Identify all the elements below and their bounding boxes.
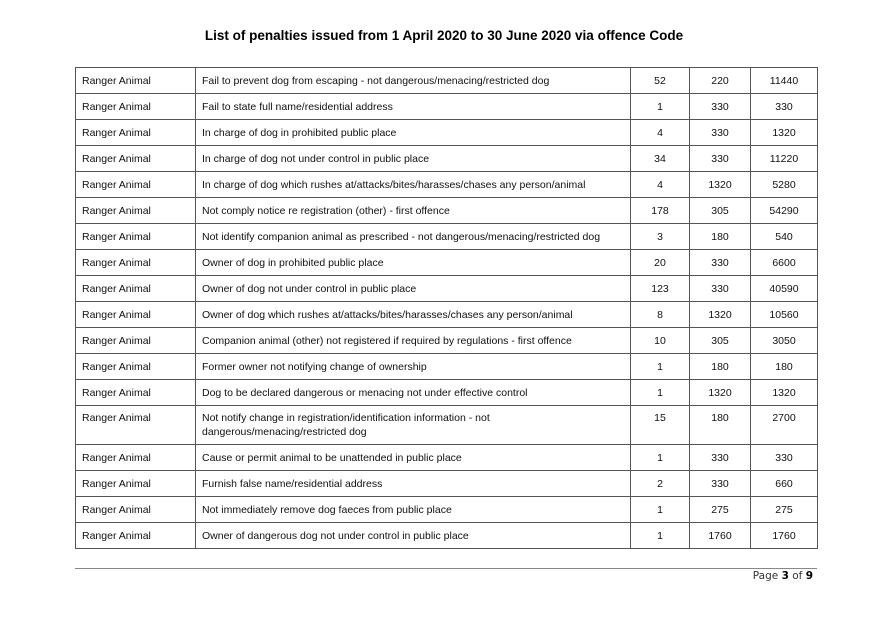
- count-cell: 1: [631, 497, 690, 523]
- total-amount-cell: 2700: [751, 406, 818, 445]
- offence-cell: Dog to be declared dangerous or menacing not under effective control: [196, 380, 631, 406]
- offence-cell: In charge of dog not under control in public place: [196, 146, 631, 172]
- total-amount-cell: 5280: [751, 172, 818, 198]
- count-cell: 1: [631, 380, 690, 406]
- penalty-amount-cell: 180: [690, 224, 751, 250]
- table-row: [76, 302, 818, 328]
- table-row: [76, 224, 818, 250]
- offence-cell: Fail to state full name/residential address: [196, 94, 631, 120]
- category-cell: Ranger Animal: [76, 120, 196, 146]
- total-amount-cell: 1760: [751, 523, 818, 549]
- penalties-table: [75, 67, 818, 549]
- total-amount-cell: 6600: [751, 250, 818, 276]
- penalty-amount-cell: 1320: [690, 302, 751, 328]
- offence-cell: Not notify change in registration/identification information - not dangerous/menacing/restricted dog: [196, 406, 631, 445]
- count-cell: 4: [631, 120, 690, 146]
- table-row: [76, 250, 818, 276]
- count-cell: 20: [631, 250, 690, 276]
- category-cell: Ranger Animal: [76, 146, 196, 172]
- offence-cell: Owner of dangerous dog not under control in public place: [196, 523, 631, 549]
- table-row: [76, 198, 818, 224]
- category-cell: Ranger Animal: [76, 497, 196, 523]
- count-cell: 1: [631, 445, 690, 471]
- category-cell: Ranger Animal: [76, 445, 196, 471]
- count-cell: 178: [631, 198, 690, 224]
- offence-cell: In charge of dog which rushes at/attacks/bites/harasses/chases any person/animal: [196, 172, 631, 198]
- total-amount-cell: 330: [751, 445, 818, 471]
- total-amount-cell: 3050: [751, 328, 818, 354]
- category-cell: Ranger Animal: [76, 198, 196, 224]
- page-title: List of penalties issued from 1 April 2020 to 30 June 2020 via offence Code: [204, 28, 684, 43]
- count-cell: 2: [631, 471, 690, 497]
- category-cell: Ranger Animal: [76, 250, 196, 276]
- count-cell: 3: [631, 224, 690, 250]
- total-amount-cell: 40590: [751, 276, 818, 302]
- penalty-amount-cell: 1320: [690, 380, 751, 406]
- offence-cell: Owner of dog not under control in public place: [196, 276, 631, 302]
- count-cell: 1: [631, 523, 690, 549]
- table-row: [76, 445, 818, 471]
- table-row: [76, 497, 818, 523]
- category-cell: Ranger Animal: [76, 276, 196, 302]
- category-cell: Ranger Animal: [76, 172, 196, 198]
- penalty-amount-cell: 330: [690, 276, 751, 302]
- category-cell: Ranger Animal: [76, 68, 196, 94]
- penalty-amount-cell: 330: [690, 445, 751, 471]
- penalty-amount-cell: 1320: [690, 172, 751, 198]
- penalty-amount-cell: 330: [690, 471, 751, 497]
- table-row: [76, 471, 818, 497]
- penalty-amount-cell: 305: [690, 198, 751, 224]
- category-cell: Ranger Animal: [76, 302, 196, 328]
- total-amount-cell: 660: [751, 471, 818, 497]
- penalty-amount-cell: 1760: [690, 523, 751, 549]
- penalty-amount-cell: 180: [690, 406, 751, 445]
- category-cell: Ranger Animal: [76, 523, 196, 549]
- total-amount-cell: 54290: [751, 198, 818, 224]
- count-cell: 8: [631, 302, 690, 328]
- footer-divider: [75, 568, 817, 569]
- penalties-table-body: [76, 68, 818, 549]
- page-footer: [753, 570, 813, 582]
- offence-cell: Not identify companion animal as prescribed - not dangerous/menacing/restricted dog: [196, 224, 631, 250]
- count-cell: 52: [631, 68, 690, 94]
- current-page-number: 3: [781, 570, 789, 582]
- total-amount-cell: 11440: [751, 68, 818, 94]
- category-cell: Ranger Animal: [76, 354, 196, 380]
- total-amount-cell: 540: [751, 224, 818, 250]
- penalty-amount-cell: 275: [690, 497, 751, 523]
- category-cell: Ranger Animal: [76, 471, 196, 497]
- table-row: [76, 354, 818, 380]
- table-row: [76, 68, 818, 94]
- table-row: [76, 146, 818, 172]
- count-cell: 123: [631, 276, 690, 302]
- table-row: [76, 172, 818, 198]
- table-row: [76, 406, 818, 445]
- penalty-amount-cell: 330: [690, 94, 751, 120]
- total-amount-cell: 1320: [751, 380, 818, 406]
- total-amount-cell: 330: [751, 94, 818, 120]
- offence-cell: In charge of dog in prohibited public place: [196, 120, 631, 146]
- category-cell: Ranger Animal: [76, 224, 196, 250]
- total-amount-cell: 180: [751, 354, 818, 380]
- count-cell: 34: [631, 146, 690, 172]
- offence-cell: Not immediately remove dog faeces from public place: [196, 497, 631, 523]
- table-row: [76, 276, 818, 302]
- table-row: [76, 380, 818, 406]
- total-amount-cell: 11220: [751, 146, 818, 172]
- offence-cell: Companion animal (other) not registered if required by regulations - first offence: [196, 328, 631, 354]
- penalty-amount-cell: 180: [690, 354, 751, 380]
- of-label: of: [792, 570, 803, 582]
- penalty-amount-cell: 330: [690, 146, 751, 172]
- table-row: [76, 120, 818, 146]
- offence-cell: Former owner not notifying change of ownership: [196, 354, 631, 380]
- page-label: Page: [752, 570, 779, 582]
- count-cell: 4: [631, 172, 690, 198]
- offence-cell: Owner of dog in prohibited public place: [196, 250, 631, 276]
- total-amount-cell: 1320: [751, 120, 818, 146]
- offence-cell: Not comply notice re registration (other) - first offence: [196, 198, 631, 224]
- count-cell: 1: [631, 354, 690, 380]
- offence-cell: Owner of dog which rushes at/attacks/bites/harasses/chases any person/animal: [196, 302, 631, 328]
- offence-cell: Fail to prevent dog from escaping - not dangerous/menacing/restricted dog: [196, 68, 631, 94]
- total-amount-cell: 10560: [751, 302, 818, 328]
- table-row: [76, 523, 818, 549]
- penalty-amount-cell: 330: [690, 120, 751, 146]
- category-cell: Ranger Animal: [76, 406, 196, 445]
- category-cell: Ranger Animal: [76, 380, 196, 406]
- table-row: [76, 94, 818, 120]
- offence-cell: Furnish false name/residential address: [196, 471, 631, 497]
- table-row: [76, 328, 818, 354]
- count-cell: 15: [631, 406, 690, 445]
- offence-cell: Cause or permit animal to be unattended in public place: [196, 445, 631, 471]
- total-amount-cell: 275: [751, 497, 818, 523]
- count-cell: 1: [631, 94, 690, 120]
- count-cell: 10: [631, 328, 690, 354]
- category-cell: Ranger Animal: [76, 328, 196, 354]
- category-cell: Ranger Animal: [76, 94, 196, 120]
- penalty-amount-cell: 220: [690, 68, 751, 94]
- penalty-amount-cell: 330: [690, 250, 751, 276]
- total-pages-number: 9: [805, 570, 813, 582]
- penalty-amount-cell: 305: [690, 328, 751, 354]
